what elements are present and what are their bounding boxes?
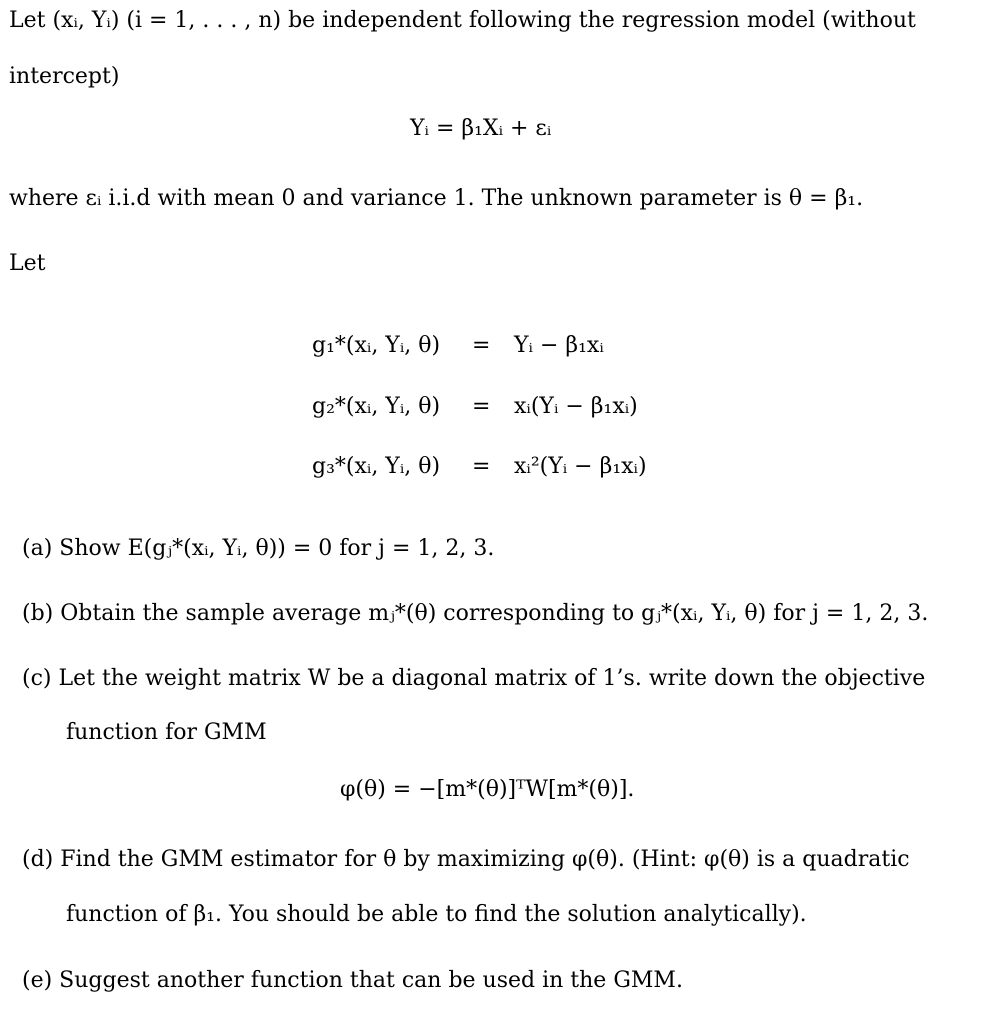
- moment-rhs: xᵢ²(Yᵢ − β₁xᵢ): [514, 454, 647, 479]
- question-e: (e) Suggest another function that can be used in the GMM.: [22, 968, 683, 993]
- intro-line-1: Let (xᵢ, Yᵢ) (i = 1, . . . , n) be independent following the regression model (without: [9, 8, 916, 33]
- model-equation: Yᵢ = β₁Xᵢ + εᵢ: [410, 116, 552, 141]
- question-a: (a) Show E(gⱼ*(xᵢ, Yᵢ, θ)) = 0 for j = 1, 2, 3.: [22, 536, 495, 561]
- equals-sign: =: [472, 454, 491, 479]
- moment-lhs: g₃*(xᵢ, Yᵢ, θ): [312, 454, 441, 479]
- moment-rhs: xᵢ(Yᵢ − β₁xᵢ): [514, 394, 638, 419]
- intro-line-2: intercept): [9, 64, 120, 89]
- question-d-line-2: function of β₁. You should be able to find the solution analytically).: [66, 902, 807, 927]
- question-c-line-2: function for GMM: [66, 720, 267, 745]
- moment-rhs: Yᵢ − β₁xᵢ: [514, 333, 604, 358]
- objective-equation: φ(θ) = −[m*(θ)]ᵀW[m*(θ)].: [340, 777, 635, 802]
- equals-sign: =: [472, 394, 491, 419]
- moment-lhs: g₁*(xᵢ, Yᵢ, θ): [312, 333, 441, 358]
- let-label: Let: [9, 251, 46, 276]
- question-b: (b) Obtain the sample average mⱼ*(θ) corresponding to gⱼ*(xᵢ, Yᵢ, θ) for j = 1, 2, 3.: [22, 601, 929, 626]
- where-line: where εᵢ i.i.d with mean 0 and variance 1. The unknown parameter is θ = β₁.: [9, 186, 864, 211]
- question-c-line-1: (c) Let the weight matrix W be a diagonal matrix of 1’s. write down the objective: [22, 666, 926, 691]
- moment-lhs: g₂*(xᵢ, Yᵢ, θ): [312, 394, 441, 419]
- equals-sign: =: [472, 333, 491, 358]
- question-d-line-1: (d) Find the GMM estimator for θ by maximizing φ(θ). (Hint: φ(θ) is a quadratic: [22, 847, 910, 872]
